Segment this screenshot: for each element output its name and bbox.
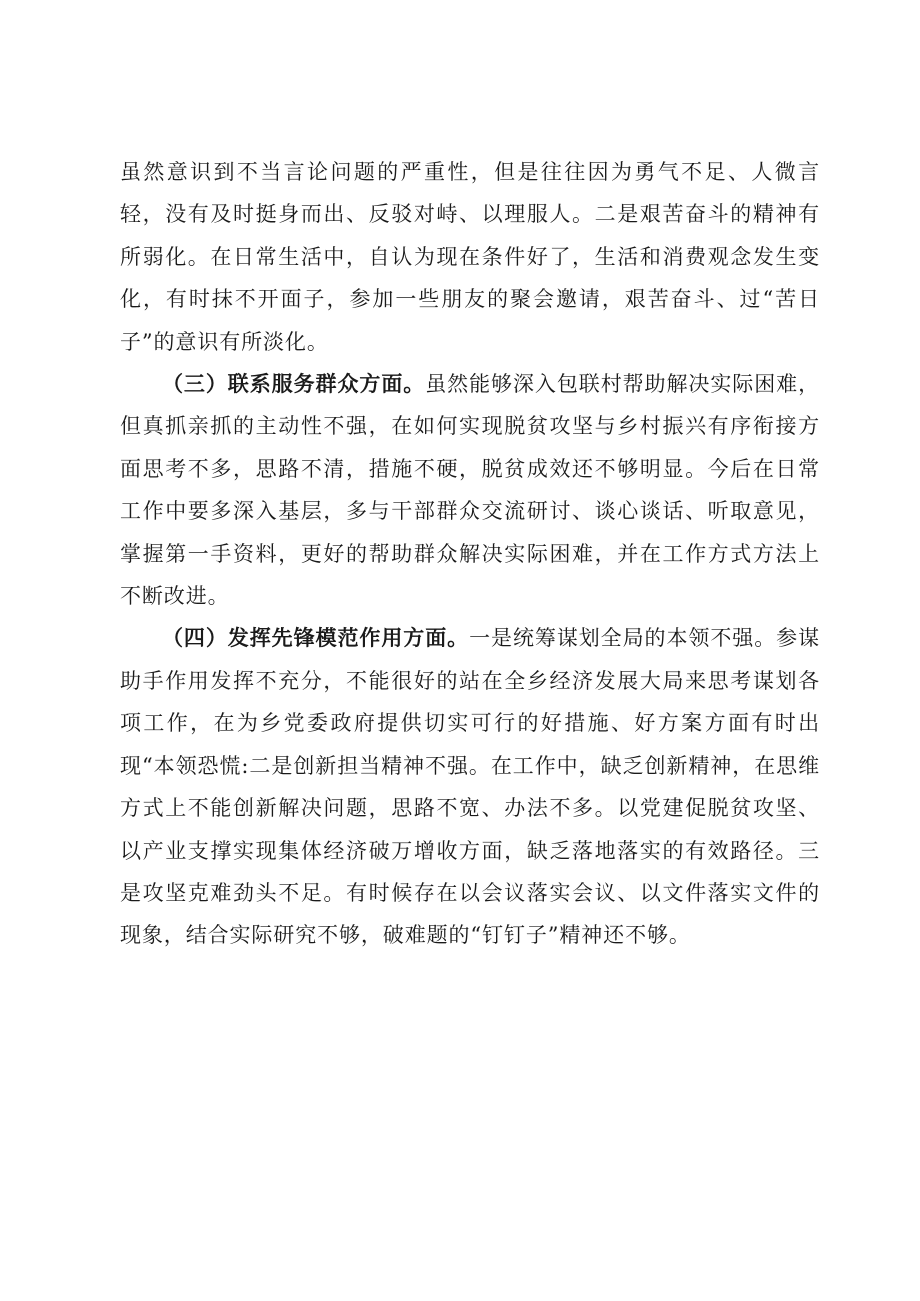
paragraph-text: 虽然意识到不当言论问题的严重性，但是往往因为勇气不足、人微言轻，没有及时挺身而出、反驳对峙、以理服人。二是艰苦奋斗的精神有所弱化。在日常生活中，自认为现在条件好了，生活和消费观念发生变化，有时抹不开面子，参加一些朋友的聚会邀请，艰苦奋斗、过“苦日子”的意识有所淡化。	[120, 160, 820, 354]
document-body	[120, 151, 820, 957]
paragraph-continuation	[120, 151, 820, 363]
paragraph-section-3	[120, 363, 820, 617]
section-heading-3: （三）联系服务群众方面。	[162, 372, 426, 397]
section-heading-4: （四）发挥先锋模范作用方面。	[162, 626, 470, 651]
paragraph-text: 一是统筹谋划全局的本领不强。参谋助手作用发挥不充分，不能很好的站在全乡经济发展大局来思考谋划各项工作，在为乡党委政府提供切实可行的好措施、好方案方面有时出现“本领恐慌:二是创新担当精神不强。在工作中，缺乏创新精神，在思维方式上不能创新解决问题，思路不宽、办法不多。以党建促脱贫攻坚、以产业支撑实现集体经济破万增收方面，缺乏落地落实的有效路径。三是攻坚克难劲头不足。有时候存在以会议落实会议、以文件落实文件的现象，结合实际研究不够，破难题的“钉钉子”精神还不够。	[120, 626, 820, 948]
paragraph-text: 虽然能够深入包联村帮助解决实际困难，但真抓亲抓的主动性不强，在如何实现脱贫攻坚与乡村振兴有序衔接方面思考不多，思路不清，措施不硬，脱贫成效还不够明显。今后在日常工作中要多深入基层，多与干部群众交流研讨、谈心谈话、听取意见，掌握第一手资料，更好的帮助群众解决实际困难，并在工作方式方法上不断改进。	[120, 372, 820, 609]
paragraph-section-4	[120, 617, 820, 956]
